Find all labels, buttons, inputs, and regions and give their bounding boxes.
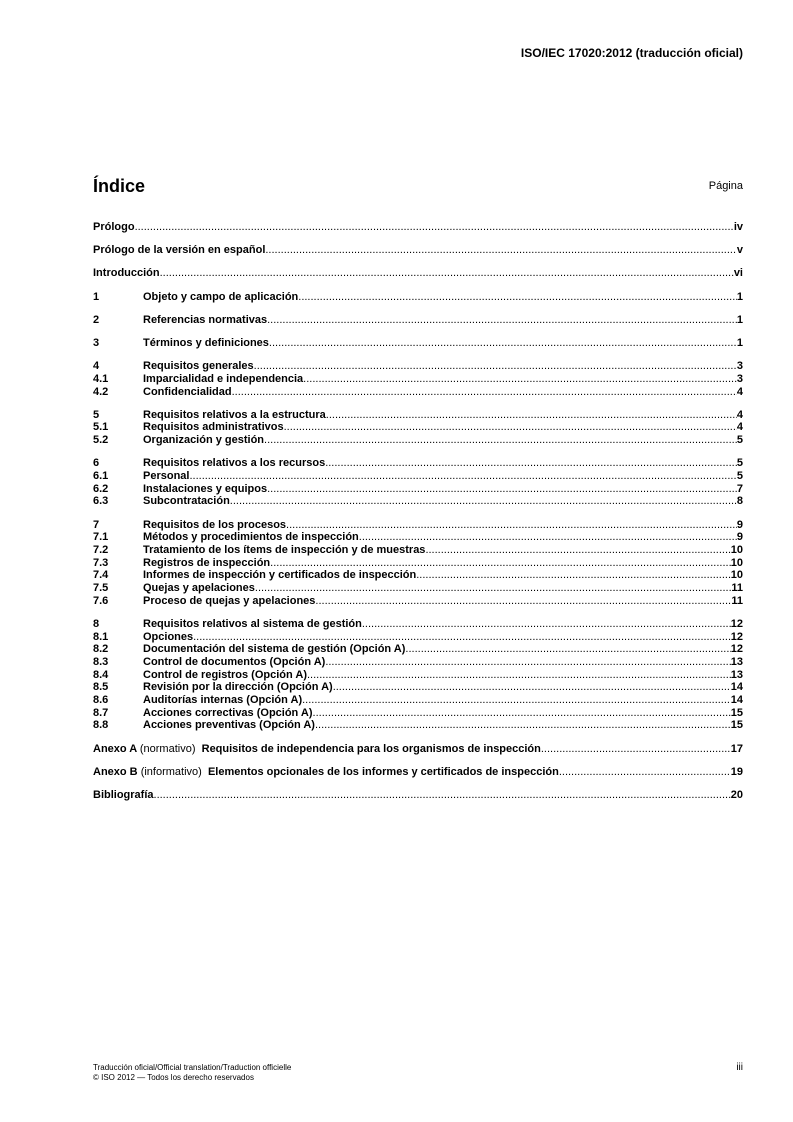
dot-leader [269,337,737,350]
toc-entry-page: 5 [736,434,743,447]
toc-entry-number: 7.1 [93,531,109,544]
toc-entry-number: 2 [93,313,100,326]
toc-entry[interactable] [93,544,743,557]
toc-entry-title: Prólogo de la versión en español [93,244,266,257]
toc-entry[interactable] [93,409,743,422]
toc-entry-page: 14 [730,693,743,706]
dot-leader [232,386,737,399]
toc-entry-title: Documentación del sistema de gestión (Opción A) [143,643,406,656]
annex-title: Elementos opcionales de los informes y certificados de inspección [207,765,559,778]
running-header: ISO/IEC 17020:2012 (traducción oficial) [520,46,743,60]
toc-entry-number: 3 [93,336,100,349]
footer [93,1063,291,1083]
toc-entry-title: Confidencialidad [143,385,232,398]
toc-entry-number: 5.2 [93,434,109,447]
toc-entry-title: Proceso de quejas y apelaciones [143,594,316,607]
toc-entry-number: 8.6 [93,693,109,706]
dot-leader [254,360,737,373]
toc-entry[interactable] [93,681,743,694]
toc-entry-number: 7.3 [93,556,109,569]
toc-entry[interactable] [93,457,743,470]
toc-entry-number: 4.2 [93,385,109,398]
toc-entry-page: 14 [730,681,743,694]
toc-entry-number: 7.2 [93,543,109,556]
toc-entry-number: 8.5 [93,681,109,694]
annex-label: Anexo B [93,765,138,778]
toc-entry[interactable] [93,434,743,447]
toc-entry[interactable] [93,707,743,720]
toc-entry-title: Términos y definiciones [143,336,269,349]
toc-entry-title: Prólogo [93,221,135,233]
toc-entry-page: 13 [730,655,743,668]
dot-leader [416,569,731,582]
dot-leader [333,681,731,694]
toc-entry-number: 6.1 [93,469,109,482]
toc-entry-number: 6.2 [93,482,109,495]
toc-entry-number: 7 [93,518,100,531]
dot-leader [325,457,737,470]
toc-entry-number: 7.4 [93,569,109,582]
toc-entry[interactable] [93,314,743,327]
toc-entry[interactable] [93,582,743,595]
dot-leader [284,421,737,434]
toc-entry-title: Personal [143,469,190,482]
toc-entry-title: Métodos y procedimientos de inspección [143,531,359,544]
toc-entry[interactable] [93,495,743,508]
footer-copyright: © ISO 2012 — Todos los derecho reservados [93,1073,254,1082]
toc-entry-title: Tratamiento de los ítems de inspección y de muestras [143,543,426,556]
annex-qualifier: (informativo) [140,765,202,778]
toc-entry-title: Requisitos generales [143,360,254,373]
toc-entry-number: 7.6 [93,594,109,607]
dot-leader [154,789,731,802]
toc-entry[interactable] [93,267,743,280]
toc-entry[interactable] [93,360,743,373]
toc-entry-title: Requisitos relativos al sistema de gestión [143,617,362,630]
dot-leader [267,483,737,496]
toc-entry[interactable] [93,766,743,779]
toc-entry-page: 11 [731,594,743,607]
toc-entry-number: 4.1 [93,372,109,385]
toc-entry-title: Introducción [93,267,160,280]
page-column-label: Página [708,180,743,192]
toc-entry-page: vi [733,267,743,280]
dot-leader [302,694,731,707]
toc-entry-number: 8.3 [93,655,109,668]
dot-leader [362,618,731,631]
dot-leader [559,766,731,779]
dot-leader [326,409,737,422]
toc-entry-title: Registros de inspección [143,556,271,569]
dot-leader [359,531,737,544]
toc-entry-title [93,743,541,756]
dot-leader [193,631,731,644]
toc-entry[interactable] [93,531,743,544]
toc-entry[interactable] [93,557,743,570]
dot-leader [313,707,731,720]
dot-leader [265,244,737,257]
toc-entry-title: Quejas y apelaciones [143,581,255,594]
dot-leader [325,656,730,669]
dot-leader [303,373,737,386]
toc-entry-page: 10 [730,543,743,556]
toc-entry[interactable] [93,291,743,304]
page-title: Índice [93,176,146,196]
toc-entry-title: Informes de inspección y certificados de inspección [143,569,417,582]
toc-entry-title: Acciones correctivas (Opción A) [143,706,313,719]
dot-leader [315,595,731,608]
footer-page-number: iii [736,1062,743,1073]
toc-entry[interactable] [93,519,743,532]
dot-leader [267,314,737,327]
dot-leader [541,743,731,756]
toc-entry[interactable] [93,595,743,608]
dot-leader [286,519,737,532]
toc-entry-number: 1 [93,290,100,303]
toc-entry-page: 17 [730,742,743,755]
toc-entry[interactable] [93,656,743,669]
toc-entry-page: 1 [736,290,743,303]
dot-leader [255,582,731,595]
dot-leader [160,267,734,280]
toc-entry-page: 5 [736,457,743,470]
toc-entry-page: 20 [730,788,743,801]
dot-leader [405,643,730,656]
toc-entry[interactable] [93,373,743,386]
toc-entry[interactable] [93,221,743,234]
toc-entry-page: 3 [736,372,743,385]
toc-entry-page: 10 [730,569,743,582]
toc-entry[interactable] [93,421,743,434]
toc-entry-title: Control de registros (Opción A) [143,668,307,681]
toc-entry-title: Requisitos administrativos [143,421,284,434]
dot-leader [230,495,737,508]
toc-entry[interactable] [93,470,743,483]
toc-entry-page: 4 [736,421,743,434]
toc-entry[interactable] [93,483,743,496]
toc-entry-number: 8.2 [93,643,109,656]
toc-entry[interactable] [93,694,743,707]
toc-entry-number: 8.4 [93,668,109,681]
toc-entry-title: Objeto y campo de aplicación [143,290,299,303]
toc-entry-number: 8.1 [93,630,109,643]
toc-entry[interactable] [93,386,743,399]
footer-translation-note: Traducción oficial/Official translation/Traduction officielle [93,1063,292,1072]
toc-entry-page: 12 [730,617,743,630]
toc-entry-page: 7 [736,482,743,495]
toc-entry-title: Control de documentos (Opción A) [143,655,326,668]
toc-title-row [93,176,743,200]
toc-entry-title: Organización y gestión [143,434,265,447]
toc-entry[interactable] [93,631,743,644]
toc-entry-title: Acciones preventivas (Opción A) [143,719,315,732]
toc-entry-title: Opciones [143,630,194,643]
toc-entry-title [93,766,559,779]
annex-label: Anexo A [93,742,137,755]
toc-entry-title: Imparcialidad e independencia [143,372,304,385]
toc-entry-number: 5.1 [93,421,109,434]
table-of-contents [93,221,743,802]
toc-entry-page: v [736,244,743,257]
toc-entry-title: Subcontratación [143,495,230,508]
toc-entry-title: Referencias normativas [143,313,268,326]
toc-entry-page: iv [733,221,743,233]
annex-qualifier: (normativo) [139,742,196,755]
toc-entry-number: 4 [93,360,100,373]
toc-entry-page: 4 [736,385,743,398]
dot-leader [135,221,734,234]
toc-entry-number: 8.8 [93,719,109,732]
toc-entry-page: 13 [730,668,743,681]
dot-leader [425,544,730,557]
toc-entry-page: 1 [736,336,743,349]
toc-entry-page: 9 [736,531,743,544]
toc-entry-page: 4 [736,408,743,421]
toc-entry-page: 3 [736,360,743,373]
toc-entry-page: 10 [730,556,743,569]
toc-entry[interactable] [93,669,743,682]
toc-entry-title: Auditorías internas (Opción A) [143,693,303,706]
toc-entry-page: 12 [730,643,743,656]
annex-title: Requisitos de independencia para los organismos de inspección [201,742,541,755]
toc-entry-number: 6.3 [93,495,109,508]
toc-entry[interactable] [93,743,743,756]
toc-entry-number: 6 [93,457,100,470]
toc-entry-title: Instalaciones y equipos [143,482,268,495]
toc-entry[interactable] [93,789,743,802]
toc-entry-title: Requisitos relativos a los recursos [143,457,326,470]
dot-leader [189,470,736,483]
toc-entry[interactable] [93,719,743,732]
toc-entry[interactable] [93,618,743,631]
toc-entry-page: 1 [736,313,743,326]
toc-entry-title: Revisión por la dirección (Opción A) [143,681,333,694]
toc-entry-page: 15 [730,706,743,719]
toc-entry[interactable] [93,337,743,350]
toc-entry-page: 12 [730,630,743,643]
toc-entry-title: Bibliografía [93,788,154,801]
toc-entry-page: 11 [731,581,743,594]
toc-entry-number: 8.7 [93,706,109,719]
toc-entry[interactable] [93,244,743,257]
toc-entry-page: 9 [736,518,743,531]
dot-leader [298,291,737,304]
dot-leader [307,669,731,682]
toc-entry-page: 8 [736,495,743,508]
dot-leader [315,719,731,732]
toc-entry-title: Requisitos relativos a la estructura [143,408,326,421]
toc-entry-page: 19 [730,765,743,778]
toc-entry-page: 15 [730,719,743,732]
toc-entry-number: 8 [93,617,100,630]
toc-entry-number: 5 [93,408,100,421]
toc-entry-page: 5 [736,469,743,482]
dot-leader [270,557,731,570]
toc-entry-title: Requisitos de los procesos [143,518,287,531]
dot-leader [264,434,737,447]
toc-entry[interactable] [93,643,743,656]
toc-entry-number: 7.5 [93,581,109,594]
toc-entry[interactable] [93,569,743,582]
